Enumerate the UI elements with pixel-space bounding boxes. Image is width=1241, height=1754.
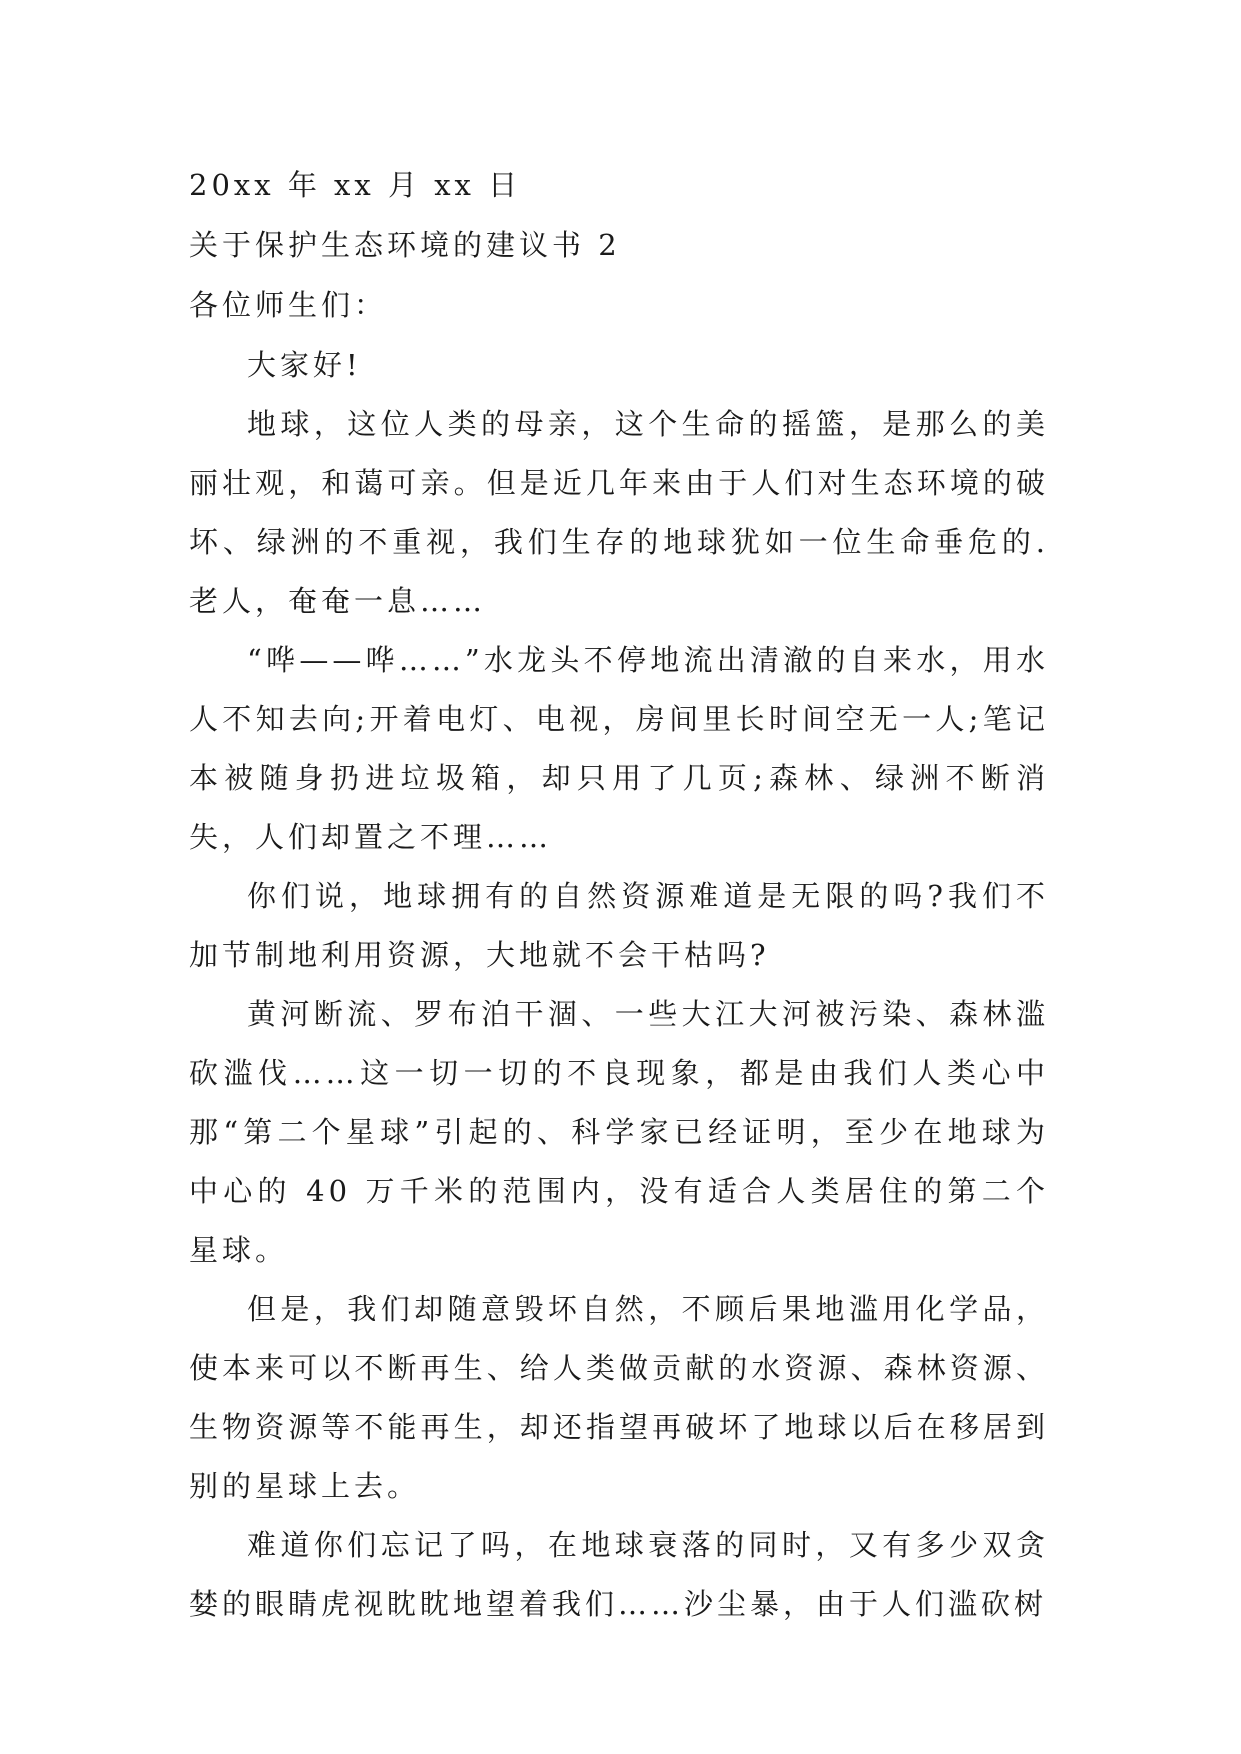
paragraph: “哗——哗……”水龙头不停地流出清澈的自来水，用水人不知去向;开着电灯、电视，房间里长时间空无一人;笔记本被随身扔进垃圾箱，却只用了几页;森林、绿洲不断消失，人们却置之不理…… [189,643,1049,854]
document-date: 20xx 年 xx 月 xx 日 [189,168,522,202]
paragraph: 但是，我们却随意毁坏自然，不顾后果地滥用化学品，使本来可以不断再生、给人类做贡献的水资源、森林资源、生物资源等不能再生，却还指望再破坏了地球以后在移居到别的星球上去。 [189,1292,1049,1503]
salutation: 各位师生们： [189,288,388,322]
greeting: 大家好! [247,348,362,382]
document-title: 关于保护生态环境的建议书 2 [189,228,621,262]
paragraph: 难道你们忘记了吗，在地球衰落的同时，又有多少双贪婪的眼睛虎视眈眈地望着我们……沙尘暴，由于人们滥砍树 [189,1528,1049,1621]
paragraph: 你们说，地球拥有的自然资源难道是无限的吗?我们不加节制地利用资源，大地就不会干枯吗? [189,879,1049,972]
document-body [189,156,1049,1634]
paragraph: 黄河断流、罗布泊干涸、一些大江大河被污染、森林滥砍滥伐……这一切一切的不良现象，都是由我们人类心中那“第二个星球”引起的、科学家已经证明，至少在地球为中心的 40 万千米的范围内，没有适合人类居住的第二个星球。 [189,997,1049,1267]
paragraph: 地球，这位人类的母亲，这个生命的摇篮，是那么的美丽壮观，和蔼可亲。但是近几年来由于人们对生态环境的破坏、绿洲的不重视，我们生存的地球犹如一位生命垂危的.老人，奄奄一息…… [189,407,1049,618]
